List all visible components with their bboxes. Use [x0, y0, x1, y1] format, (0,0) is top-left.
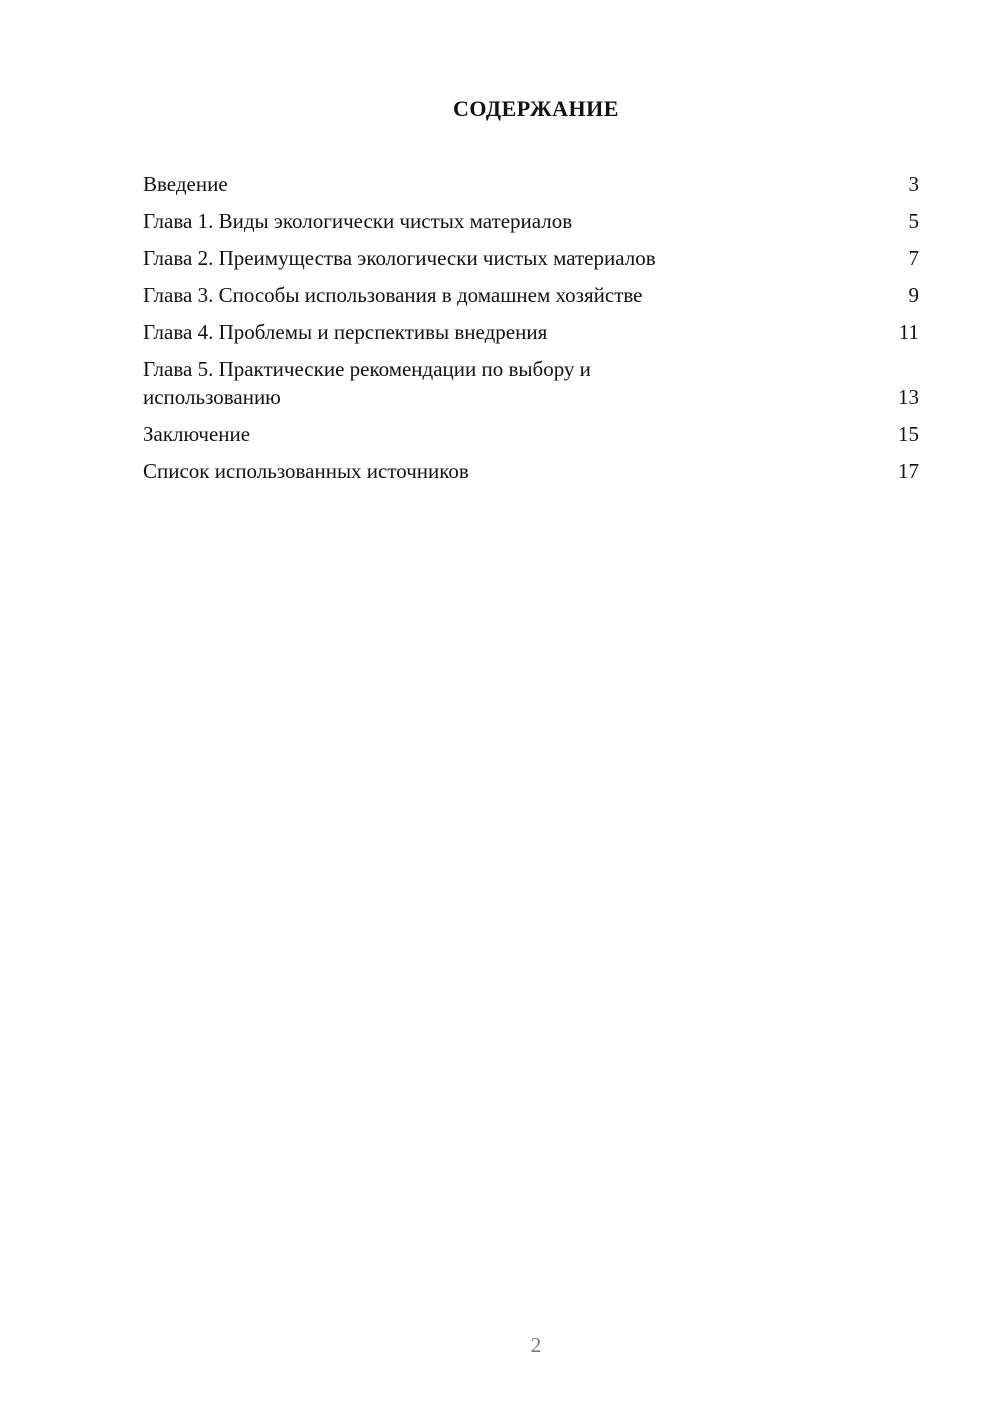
toc-entry-page: 7: [908, 246, 919, 270]
toc-entry-page: 3: [908, 172, 919, 196]
toc-entry-page: 13: [898, 385, 919, 409]
toc-entry-references: [143, 457, 919, 485]
toc-entry-page: 5: [908, 209, 919, 233]
toc-title: СОДЕРЖАНИЕ: [453, 96, 619, 121]
toc-entry-text: Список использованных источников: [143, 459, 469, 483]
toc-entry-page: 17: [898, 459, 919, 483]
page-number: 2: [530, 1333, 542, 1357]
toc-entry-text: Глава 1. Виды экологически чистых материалов: [143, 209, 573, 233]
toc-entry-text: Глава 2. Преимущества экологически чистых материалов: [143, 246, 656, 270]
toc-entry-text: Заключение: [143, 422, 251, 446]
toc-entry-text: Глава 5. Практические рекомендации по выбору и использованию: [143, 357, 591, 409]
toc-entry-introduction: [143, 170, 919, 198]
toc-entry-chapter-2: [143, 244, 919, 272]
toc-entry-chapter-1: [143, 207, 919, 235]
toc-entry-chapter-3: [143, 281, 919, 309]
table-of-contents: [143, 170, 919, 494]
toc-entry-text: Глава 4. Проблемы и перспективы внедрения: [143, 320, 548, 344]
toc-entry-chapter-5: [143, 355, 919, 411]
toc-entry-text: Введение: [143, 172, 228, 196]
toc-entry-chapter-4: [143, 318, 919, 346]
toc-entry-text: Глава 3. Способы использования в домашнем хозяйстве: [143, 283, 643, 307]
toc-entry-page: 9: [908, 283, 919, 307]
toc-entry-page: 11: [898, 320, 919, 344]
toc-entry-page: 15: [898, 422, 919, 446]
toc-entry-conclusion: [143, 420, 919, 448]
